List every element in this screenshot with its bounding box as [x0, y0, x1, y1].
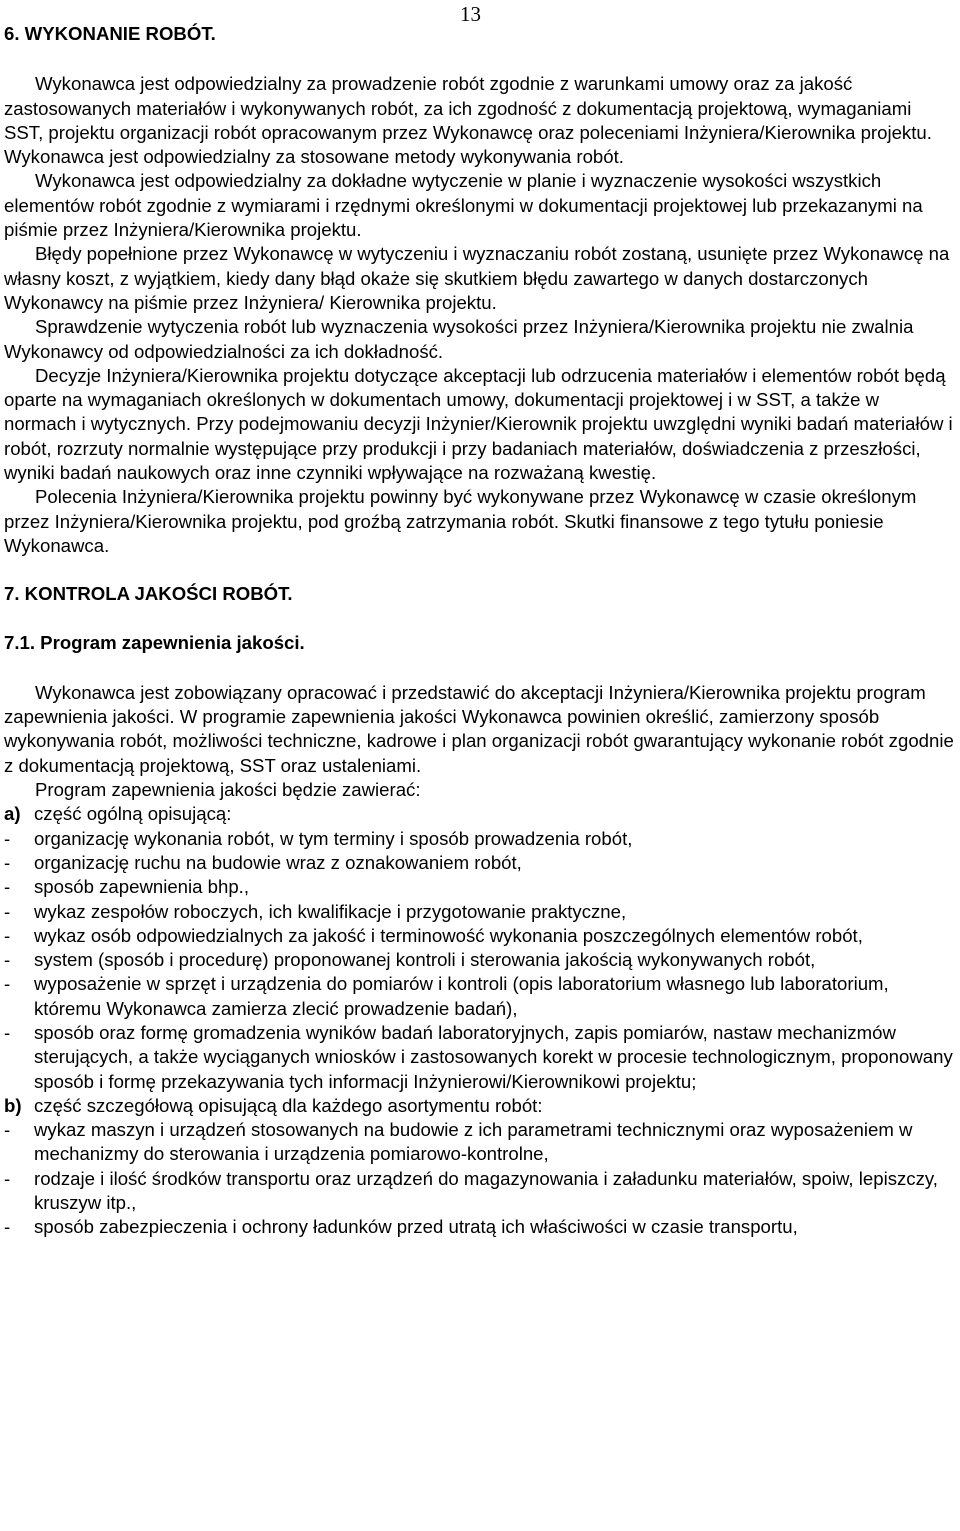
list-item — [4, 1215, 954, 1239]
list-item-text: wykaz maszyn i urządzeń stosowanych na budowie z ich parametrami technicznymi oraz wyposażeniem w mechanizmy do sterowania i urządzenia pomiarowo-kontrolne, — [34, 1119, 913, 1165]
list-item-text: część ogólną opisującą: — [34, 803, 232, 825]
paragraph: Decyzje Inżyniera/Kierownika projektu dotyczące akceptacji lub odrzucenia materiałów i elementów robót będą oparte na wymaganiach określonych w dokumentach umowy, dokumentacji projektowej i w SST, a także w normach i wytycznych. Przy podejmowaniu decyzji Inżynier/Kierownik projektu uwzględni wyniki badań materiałów i robót, rozrzuty normalnie występujące przy produkcji i przy badaniach materiałów, doświadczenia z przeszłości, wyniki badań naukowych oraz inne czynniki wpływające na rozważaną kwestię. — [4, 364, 953, 484]
part-b-list — [4, 1094, 954, 1240]
dash-marker: - — [4, 973, 11, 995]
dash-marker: - — [4, 1216, 11, 1238]
list-marker: a) — [4, 803, 21, 825]
section-6-title: 6. WYKONANIE ROBÓT. — [4, 23, 216, 44]
document-body — [4, 22, 954, 1240]
list-item-text: wykaz zespołów roboczych, ich kwalifikacje i przygotowanie praktyczne, — [34, 900, 627, 922]
dash-marker: - — [4, 1021, 11, 1043]
list-item-text: organizację wykonania robót, w tym terminy i sposób prowadzenia robót, — [34, 827, 633, 849]
list-item — [4, 1021, 954, 1094]
dash-marker: - — [4, 900, 11, 922]
list-item — [4, 924, 954, 948]
paragraph: Wykonawca jest zobowiązany opracować i przedstawić do akceptacji Inżyniera/Kierownika projektu program zapewnienia jakości. W programie zapewnienia jakości Wykonawca powinien określić, zamierzony sposób wykonywania robót, możliwości techniczne, kadrowe i plan organizacji robót gwarantujący wykonanie robót zgodnie z dokumentacją projektową, SST oraz ustaleniami. — [4, 681, 954, 776]
list-item-text: część szczegółową opisującą dla każdego asortymentu robót: — [34, 1094, 543, 1116]
dash-marker: - — [4, 827, 11, 849]
list-item-text: wykaz osób odpowiedzialnych za jakość i terminowość wykonania poszczególnych elementów robót, — [34, 924, 863, 946]
dash-marker: - — [4, 924, 11, 946]
paragraph: Błędy popełnione przez Wykonawcę w wytyczeniu i wyznaczaniu robót zostaną, usunięte przez Wykonawcę na własny koszt, z wyjątkiem, kiedy dany błąd okaże się skutkiem błędu zawartego w danych dostarczonych Wykonawcy na piśmie przez Inżyniera/ Kierownika projektu. — [4, 243, 950, 313]
list-item — [4, 875, 954, 899]
dash-marker: - — [4, 851, 11, 873]
list-item — [4, 1118, 954, 1167]
section-7-title: 7. KONTROLA JAKOŚCI ROBÓT. — [4, 583, 293, 605]
spacer — [4, 607, 954, 631]
dash-marker: - — [4, 1119, 11, 1141]
list-item-text: sposób zabezpieczenia i ochrony ładunków przed utratą ich właściwości w czasie transportu, — [34, 1216, 798, 1238]
list-item — [4, 972, 954, 1021]
dash-marker: - — [4, 949, 11, 971]
paragraph: Program zapewnienia jakości będzie zawierać: — [35, 779, 421, 801]
page-number: 13 — [460, 2, 481, 26]
list-item — [4, 851, 954, 875]
list-item-text: wyposażenie w sprzęt i urządzenia do pomiarów i kontroli (opis laboratorium własnego lub laboratorium, któremu Wykonawca zamierza zlecić prowadzenie badań), — [34, 973, 889, 1019]
paragraph: Polecenia Inżyniera/Kierownika projektu powinny być wykonywane przez Wykonawcę w czasie określonym przez Inżyniera/Kierownika projektu, pod groźbą zatrzymania robót. Skutki finansowe z tego tytułu poniesie Wykonawca. — [4, 486, 917, 556]
list-item-text: organizację ruchu na budowie wraz z oznakowaniem robót, — [34, 851, 522, 873]
list-item — [4, 948, 954, 972]
list-item — [4, 1167, 954, 1216]
list-marker: b) — [4, 1094, 22, 1116]
paragraph: Wykonawca jest odpowiedzialny za prowadzenie robót zgodnie z warunkami umowy oraz za jakość zastosowanych materiałów i wykonywanych robót, za ich zgodność z dokumentacją projektową, wymaganiami SST, projektu organizacji robót opracowanym przez Wykonawcę oraz poleceniami Inżyniera/Kierownika projektu. Wykonawca jest odpowiedzialny za stosowane metody wykonywania robót. — [4, 73, 932, 168]
paragraph: Sprawdzenie wytyczenia robót lub wyznaczenia wysokości przez Inżyniera/Kierownika projektu nie zwalnia Wykonawcy od odpowiedzialności za ich dokładność. — [4, 316, 914, 362]
list-item — [4, 900, 954, 924]
subsection-7-1-title: 7.1. Program zapewnienia jakości. — [4, 631, 305, 653]
list-item-text: sposób zapewnienia bhp., — [34, 876, 250, 898]
paragraph: Wykonawca jest odpowiedzialny za dokładne wytyczenie w planie i wyznaczenie wysokości wszystkich elementów robót zgodnie z wymiarami i rzędnymi określonymi w dokumentacji projektowej lub przekazanymi na piśmie przez Inżyniera/Kierownika projektu. — [4, 170, 923, 241]
spacer — [4, 46, 954, 72]
list-item — [4, 802, 954, 826]
list-item — [4, 1094, 954, 1118]
list-item-text: sposób oraz formę gromadzenia wyników badań laboratoryjnych, zapis pomiarów, nastaw mechanizmów sterujących, a także wyciąganych wniosków i zastosowanych korekt w procesie technologicznym, proponowany sposób i formę przekazywania tych informacji Inżynierowi/Kierownikowi projektu; — [34, 1021, 953, 1092]
part-a-list — [4, 802, 954, 1094]
list-item-text: rodzaje i ilość środków transportu oraz urządzeń do magazynowania i załadunku materiałów, spoiw, lepiszczy, kruszyw itp., — [34, 1167, 938, 1214]
spacer — [4, 558, 954, 582]
dash-marker: - — [4, 1167, 11, 1189]
dash-marker: - — [4, 876, 11, 898]
spacer — [4, 655, 954, 681]
list-item-text: system (sposób i procedurę) proponowanej kontroli i sterowania jakością wykonywanych robót, — [34, 949, 816, 971]
list-item — [4, 827, 954, 851]
